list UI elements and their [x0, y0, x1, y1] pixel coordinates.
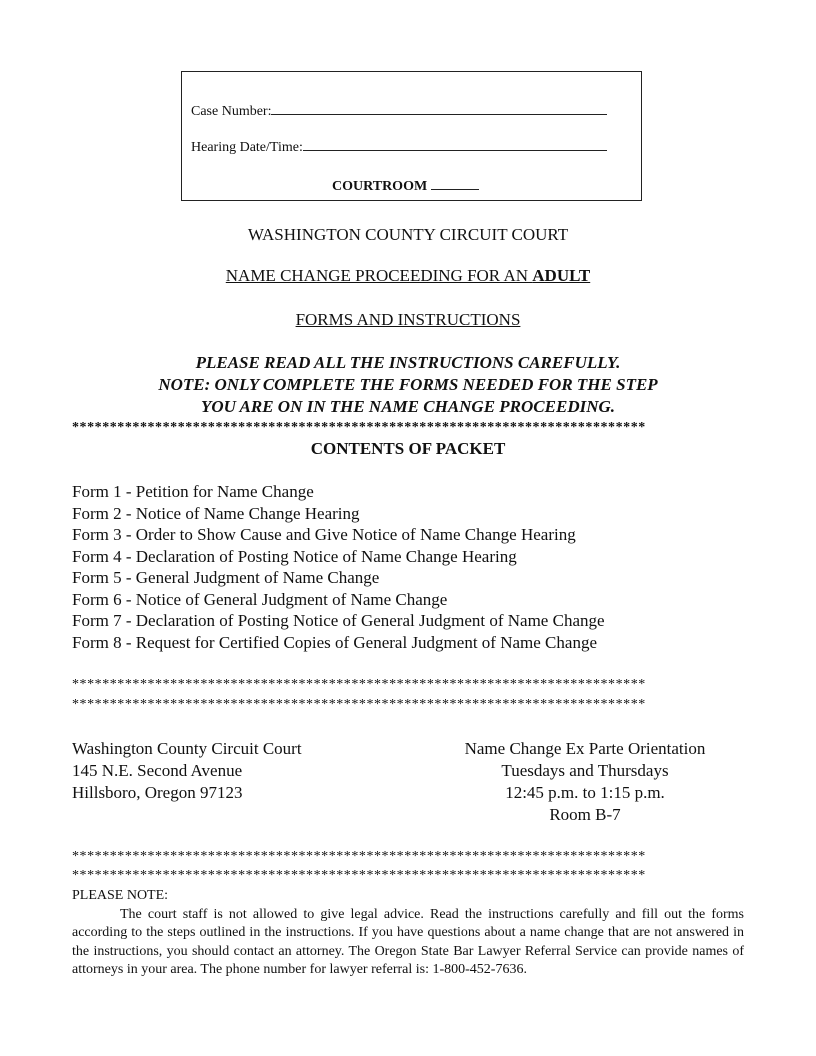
hearing-row — [191, 136, 607, 156]
forms-list — [72, 481, 605, 653]
address-line: Hillsboro, Oregon 97123 — [72, 783, 243, 802]
list-item: Form 6 - Notice of General Judgment of Name Change — [72, 589, 448, 609]
list-item: Form 1 - Petition for Name Change — [72, 482, 314, 501]
note-body: The court staff is not allowed to give legal advice. Read the instructions carefully and fill out the forms according to the steps outlined in the instructions. If you have questions about a name change that are not answered in the instructions, you should contact an attorney. The Oregon State Bar Lawyer Referral Service can provide names of attorneys in your area. The phone number for lawyer referral is: 1-800-452-7636. — [72, 906, 744, 977]
separator-stars: **************************************************************************** — [72, 849, 646, 864]
hearing-field[interactable] — [303, 136, 607, 151]
case-number-field[interactable] — [271, 100, 607, 115]
separator-stars: **************************************************************************** — [72, 697, 646, 712]
case-number-label: Case Number: — [191, 104, 272, 119]
orientation-info — [420, 738, 750, 826]
case-number-row — [191, 100, 607, 120]
warning-line-1: PLEASE READ ALL THE INSTRUCTIONS CAREFULLY. — [195, 353, 621, 372]
list-item: Form 4 - Declaration of Posting Notice of Name Change Hearing — [72, 546, 517, 566]
courtroom-label: COURTROOM — [332, 179, 428, 194]
court-title: WASHINGTON COUNTY CIRCUIT COURT — [247, 225, 569, 244]
orientation-line: 12:45 p.m. to 1:15 p.m. — [505, 783, 665, 802]
list-item: Form 8 - Request for Certified Copies of General Judgment of Name Change — [72, 632, 597, 652]
courtroom-row — [332, 176, 479, 195]
list-item: Form 7 - Declaration of Posting Notice of General Judgment of Name Change — [72, 611, 605, 630]
address-line: 145 N.E. Second Avenue — [72, 761, 243, 780]
case-info-box — [181, 71, 642, 201]
list-item: Form 3 - Order to Show Cause and Give Notice of Name Change Hearing — [72, 525, 576, 544]
forms-instructions-title: FORMS AND INSTRUCTIONS — [295, 310, 521, 329]
separator-stars: **************************************************************************** — [72, 677, 646, 692]
proceeding-prefix: NAME CHANGE PROCEEDING FOR AN — [225, 266, 529, 285]
address-line: Washington County Circuit Court — [72, 739, 302, 758]
separator-stars: **************************************************************************** — [72, 420, 646, 435]
proceeding-title — [0, 266, 816, 286]
note-heading: PLEASE NOTE: — [72, 888, 169, 903]
courtroom-field[interactable] — [431, 176, 479, 190]
orientation-line: Room B-7 — [549, 805, 621, 824]
orientation-line: Tuesdays and Thursdays — [501, 761, 669, 780]
warning-line-3: YOU ARE ON IN THE NAME CHANGE PROCEEDING. — [200, 397, 616, 416]
contents-title: CONTENTS OF PACKET — [310, 439, 506, 458]
list-item: Form 2 - Notice of Name Change Hearing — [72, 503, 360, 523]
orientation-line: Name Change Ex Parte Orientation — [464, 739, 706, 758]
list-item: Form 5 - General Judgment of Name Change — [72, 568, 380, 587]
warning-line-2: NOTE: ONLY COMPLETE THE FORMS NEEDED FOR THE STEP — [158, 375, 658, 394]
proceeding-emphasis: ADULT — [532, 266, 591, 285]
court-address — [72, 738, 302, 804]
please-note — [72, 887, 744, 980]
hearing-label: Hearing Date/Time: — [191, 140, 303, 155]
separator-stars: **************************************************************************** — [72, 868, 646, 883]
